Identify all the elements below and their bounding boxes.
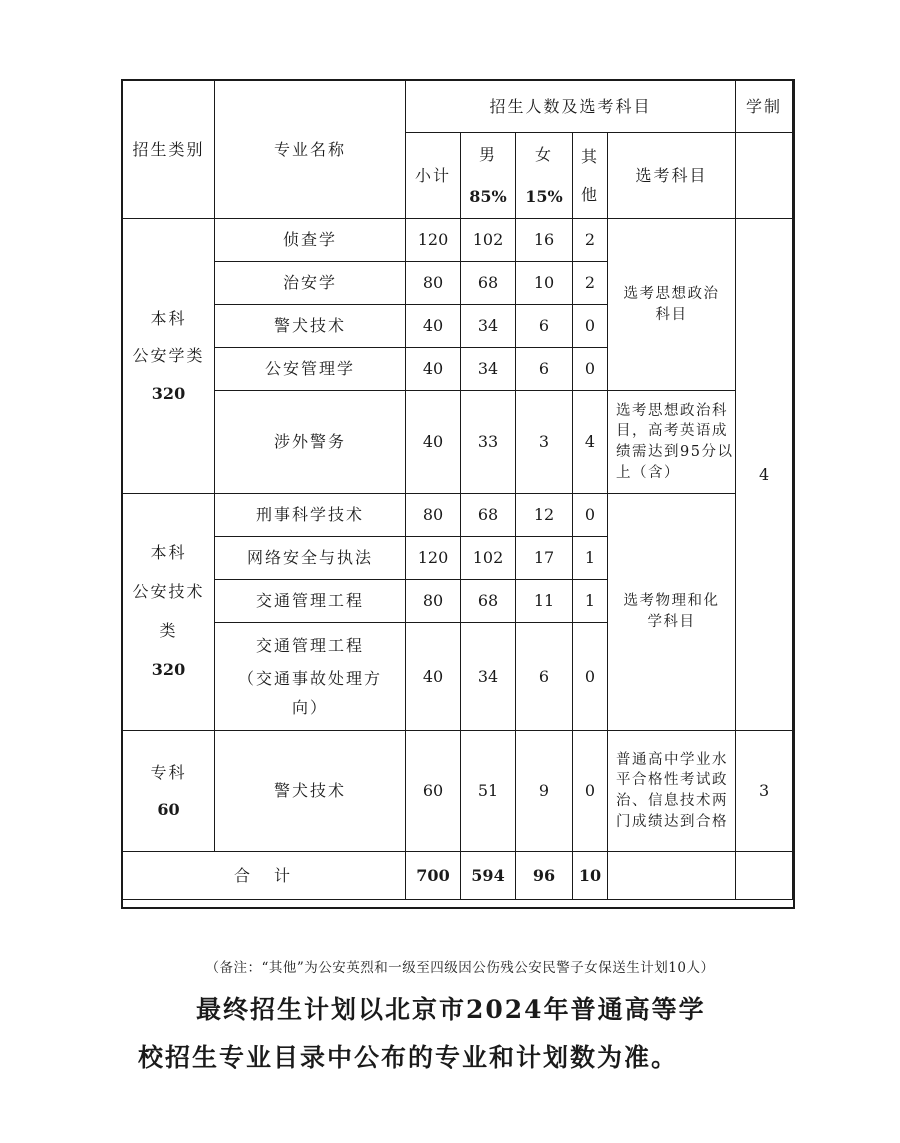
duration-cell: 4 xyxy=(736,219,793,731)
male-cell: 68 xyxy=(461,580,516,623)
header-female xyxy=(516,133,573,219)
male-cell: 102 xyxy=(461,537,516,580)
header-subtotal: 小计 xyxy=(406,133,461,219)
table-row xyxy=(123,219,793,262)
female-cell: 3 xyxy=(516,391,573,494)
category-line: 公安学类 xyxy=(132,346,205,366)
header-female-pct: 15% xyxy=(525,186,563,206)
total-female: 96 xyxy=(516,852,573,900)
major-name: 涉外警务 xyxy=(215,391,406,494)
table-row xyxy=(123,494,793,537)
other-cell: 0 xyxy=(573,623,608,731)
category-cell xyxy=(123,219,215,494)
major-name: 警犬技术 xyxy=(215,305,406,348)
subtotal-cell: 120 xyxy=(406,537,461,580)
other-cell: 1 xyxy=(573,537,608,580)
major-name-line: 交通管理工程 xyxy=(255,635,364,655)
category-line: 公安技术 xyxy=(132,582,205,602)
subtotal-cell: 40 xyxy=(406,305,461,348)
other-cell: 2 xyxy=(573,262,608,305)
major-name: 警犬技术 xyxy=(215,731,406,852)
other-cell: 2 xyxy=(573,219,608,262)
header-female-label: 女 xyxy=(534,145,553,165)
other-cell: 0 xyxy=(573,494,608,537)
subtotal-cell: 40 xyxy=(406,391,461,494)
header-other-2: 他 xyxy=(580,184,599,204)
header-male xyxy=(461,133,516,219)
male-cell: 33 xyxy=(461,391,516,494)
subtotal-cell: 80 xyxy=(406,580,461,623)
female-cell: 17 xyxy=(516,537,573,580)
major-name: 交通管理工程 xyxy=(215,580,406,623)
male-cell: 68 xyxy=(461,494,516,537)
subtotal-cell: 40 xyxy=(406,623,461,731)
category-line: 专科 xyxy=(150,762,187,782)
header-major: 专业名称 xyxy=(215,81,406,219)
other-cell: 0 xyxy=(573,305,608,348)
male-cell: 102 xyxy=(461,219,516,262)
final-statement xyxy=(138,986,798,1082)
category-line: 本科 xyxy=(150,543,187,563)
total-blank xyxy=(608,852,736,900)
subject-requirement: 选考思想政治科目，高考英语成绩需达到95分以上（含） xyxy=(608,391,736,494)
total-male: 594 xyxy=(461,852,516,900)
major-name: 公安管理学 xyxy=(215,348,406,391)
header-group: 招生人数及选考科目 xyxy=(406,81,736,133)
category-cell xyxy=(123,494,215,731)
category-line: 本科 xyxy=(150,309,187,329)
major-name-line: （交通事故处理方 xyxy=(237,668,382,688)
female-cell: 6 xyxy=(516,305,573,348)
other-cell: 4 xyxy=(573,391,608,494)
subtotal-cell: 60 xyxy=(406,731,461,852)
total-other: 10 xyxy=(573,852,608,900)
subject-requirement: 普通高中学业水平合格性考试政治、信息技术两门成绩达到合格 xyxy=(608,731,736,852)
header-category: 招生类别 xyxy=(123,81,215,219)
major-name-line: 向） xyxy=(291,698,328,718)
other-cell: 1 xyxy=(573,580,608,623)
major-name: 网络安全与执法 xyxy=(215,537,406,580)
male-cell: 51 xyxy=(461,731,516,852)
major-name: 侦查学 xyxy=(215,219,406,262)
subject-requirement: 选考思想政治科目 xyxy=(608,219,736,391)
admission-plan-table xyxy=(122,80,793,900)
subtotal-cell: 80 xyxy=(406,494,461,537)
major-name xyxy=(215,623,406,731)
table-row xyxy=(123,731,793,852)
total-blank xyxy=(736,852,793,900)
header-duration: 学制 xyxy=(736,81,793,133)
subtotal-cell: 40 xyxy=(406,348,461,391)
subtotal-cell: 80 xyxy=(406,262,461,305)
category-cell xyxy=(123,731,215,852)
header-other-1: 其 xyxy=(580,147,599,167)
female-cell: 16 xyxy=(516,219,573,262)
category-total: 320 xyxy=(151,659,186,679)
female-cell: 11 xyxy=(516,580,573,623)
footnote: （备注：“其他”为公安英烈和一级至四级因公伤残公安民警子女保送生计划10人） xyxy=(205,960,715,976)
male-cell: 68 xyxy=(461,262,516,305)
header-male-pct: 85% xyxy=(469,186,507,206)
category-total: 320 xyxy=(151,383,186,403)
final-statement-line: 最终招生计划以北京市2024年普通高等学 xyxy=(196,995,706,1024)
duration-cell: 3 xyxy=(736,731,793,852)
other-cell: 0 xyxy=(573,348,608,391)
total-subtotal: 700 xyxy=(406,852,461,900)
major-name: 刑事科学技术 xyxy=(215,494,406,537)
male-cell: 34 xyxy=(461,623,516,731)
female-cell: 10 xyxy=(516,262,573,305)
header-male-label: 男 xyxy=(478,145,497,165)
header-duration-blank xyxy=(736,133,793,219)
female-cell: 12 xyxy=(516,494,573,537)
female-cell: 6 xyxy=(516,348,573,391)
subject-requirement: 选考物理和化学科目 xyxy=(608,494,736,731)
other-cell: 0 xyxy=(573,731,608,852)
total-label: 合 计 xyxy=(123,852,406,900)
female-cell: 6 xyxy=(516,623,573,731)
male-cell: 34 xyxy=(461,348,516,391)
male-cell: 34 xyxy=(461,305,516,348)
category-line: 类 xyxy=(159,621,178,640)
category-total: 60 xyxy=(157,800,180,819)
subtotal-cell: 120 xyxy=(406,219,461,262)
header-subjects: 选考科目 xyxy=(608,133,736,219)
major-name: 治安学 xyxy=(215,262,406,305)
total-row xyxy=(123,852,793,900)
header-other xyxy=(573,133,608,219)
table-row xyxy=(123,391,793,494)
female-cell: 9 xyxy=(516,731,573,852)
final-statement-line: 校招生专业目录中公布的专业和计划数为准。 xyxy=(138,1043,679,1072)
